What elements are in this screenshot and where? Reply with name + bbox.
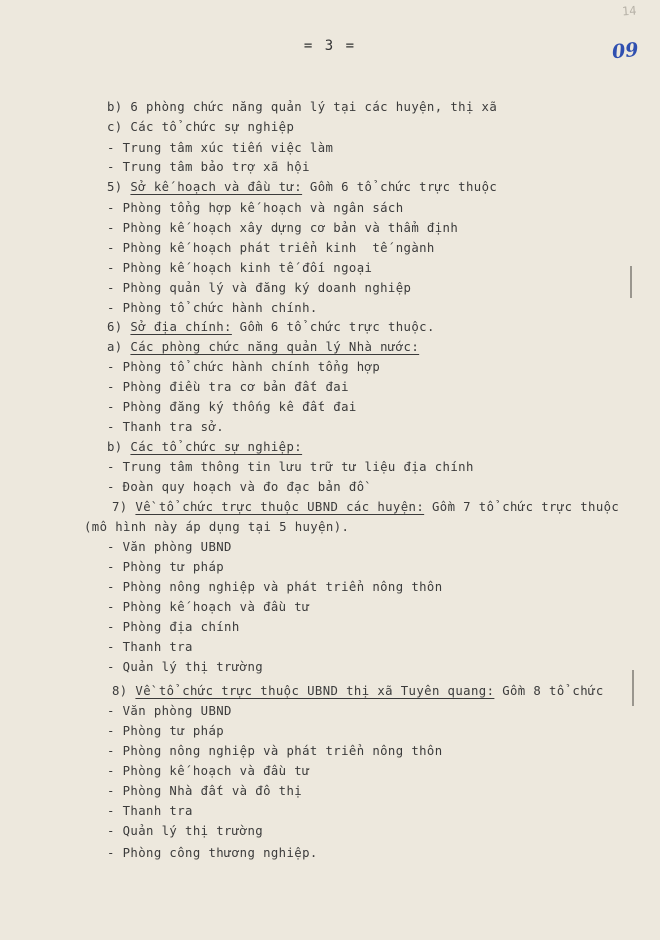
line-text: - Phòng nông nghiệp và phát triển nông thôn xyxy=(107,580,443,594)
line-text: - Phòng Nhà đất và đô thị xyxy=(107,784,303,798)
text-line xyxy=(107,400,357,414)
text-line xyxy=(107,784,302,798)
right-edge-mark xyxy=(632,670,634,706)
line-text: - Quản lý thị trường xyxy=(107,660,264,674)
line-text: - Phòng đăng ký thống kê đất đai xyxy=(107,400,357,414)
line-text: - Thanh tra xyxy=(107,804,193,818)
text-line xyxy=(107,540,232,554)
text-line xyxy=(107,704,232,718)
line-text-continued: Gồm 6 tổ chức trực thuộc. xyxy=(231,320,435,334)
line-text: - Phòng tư pháp xyxy=(107,724,225,738)
text-line xyxy=(107,600,310,614)
line-text: - Thanh tra xyxy=(107,640,193,654)
text-line xyxy=(107,241,435,255)
text-line xyxy=(107,440,302,454)
line-text: 5) xyxy=(107,180,131,194)
line-text: c) Các tổ chức sự nghiệp xyxy=(107,120,295,134)
underlined-heading: Các phòng chức năng quản lý Nhà nước: xyxy=(130,340,420,354)
text-line xyxy=(107,764,310,778)
line-text: b) xyxy=(107,440,131,454)
text-line xyxy=(107,804,193,818)
right-edge-mark xyxy=(630,266,632,298)
corner-mark: 14 xyxy=(621,3,637,19)
line-text: - Văn phòng UBND xyxy=(107,540,232,554)
page-number: = 3 = xyxy=(303,38,357,54)
text-line xyxy=(112,684,604,698)
text-line xyxy=(107,340,419,354)
page-stamp: 09 xyxy=(610,38,640,64)
text-line xyxy=(107,100,497,114)
line-text-continued: Gồm 7 tổ chức trực thuộc xyxy=(424,500,620,514)
line-text: - Phòng kế hoạch phát triển kinh tế ngành xyxy=(107,241,435,255)
text-line xyxy=(107,221,458,235)
underlined-heading: Sở kế hoạch và đầu tư: xyxy=(130,180,303,194)
line-text: - Phòng tư pháp xyxy=(107,560,225,574)
text-line xyxy=(107,281,411,295)
text-line xyxy=(107,360,380,374)
line-text: - Trung tâm xúc tiến việc làm xyxy=(107,141,334,155)
underlined-heading: Các tổ chức sự nghiệp: xyxy=(130,440,303,454)
text-line xyxy=(84,520,349,534)
line-text: - Phòng công thương nghiệp. xyxy=(107,846,318,860)
text-line xyxy=(107,320,435,334)
text-line xyxy=(107,201,404,215)
line-text-continued: Gồm 6 tổ chức trực thuộc xyxy=(302,180,498,194)
text-line xyxy=(107,560,224,574)
line-text: - Văn phòng UBND xyxy=(107,704,232,718)
line-text: 6) xyxy=(107,320,131,334)
line-text: - Quản lý thị trường xyxy=(107,824,264,838)
line-text: - Phòng kế hoạch xây dựng cơ bản và thẩm định xyxy=(107,221,459,235)
underlined-heading: Về tổ chức trực thuộc UBND thị xã Tuyên quang: xyxy=(135,684,495,698)
text-line xyxy=(107,640,193,654)
line-text: - Phòng tổng hợp kế hoạch và ngân sách xyxy=(107,201,404,215)
underlined-heading: Về tổ chức trực thuộc UBND các huyện: xyxy=(135,500,425,514)
line-text: - Trung tâm bảo trợ xã hội xyxy=(107,160,310,174)
line-text: 8) xyxy=(112,684,136,698)
text-line xyxy=(107,620,240,634)
line-text: - Phòng kế hoạch và đầu tư xyxy=(107,764,310,778)
line-text: - Phòng tổ chức hành chính. xyxy=(107,301,318,315)
text-line xyxy=(107,824,263,838)
line-text: (mô hình này áp dụng tại 5 huyện). xyxy=(84,520,350,534)
line-text: - Phòng nông nghiệp và phát triển nông thôn xyxy=(107,744,443,758)
line-text: - Phòng kế hoạch và đầu tư xyxy=(107,600,310,614)
underlined-heading: Sở địa chính: xyxy=(130,320,232,334)
line-text: - Phòng điều tra cơ bản đất đai xyxy=(107,380,349,394)
text-line xyxy=(107,744,443,758)
line-text: a) xyxy=(107,340,131,354)
text-line xyxy=(107,180,497,194)
line-text: - Phòng tổ chức hành chính tổng hợp xyxy=(107,360,381,374)
text-line xyxy=(107,846,318,860)
text-line xyxy=(107,120,294,134)
line-text: - Phòng kế hoạch kinh tế đối ngoại xyxy=(107,261,373,275)
line-text: - Phòng địa chính xyxy=(107,620,240,634)
line-text: - Phòng quản lý và đăng ký doanh nghiệp xyxy=(107,281,412,295)
text-line xyxy=(107,261,372,275)
text-line xyxy=(107,580,443,594)
line-text: - Thanh tra sở. xyxy=(107,420,225,434)
text-line xyxy=(107,660,263,674)
text-line xyxy=(107,301,318,315)
line-text: - Trung tâm thông tin lưu trữ tư liệu địa chính xyxy=(107,460,474,474)
text-line xyxy=(107,724,224,738)
text-line xyxy=(107,480,365,494)
text-line xyxy=(107,460,474,474)
text-line xyxy=(107,420,224,434)
line-text: - Đoàn quy hoạch và đo đạc bản đồ xyxy=(107,480,365,494)
text-line xyxy=(107,160,310,174)
line-text-continued: Gồm 8 tổ chức xyxy=(494,684,604,698)
text-line xyxy=(107,380,349,394)
text-line xyxy=(112,500,619,514)
line-text: 7) xyxy=(112,500,136,514)
text-line xyxy=(107,141,333,155)
line-text: b) 6 phòng chức năng quản lý tại các huyện, thị xã xyxy=(107,100,498,114)
